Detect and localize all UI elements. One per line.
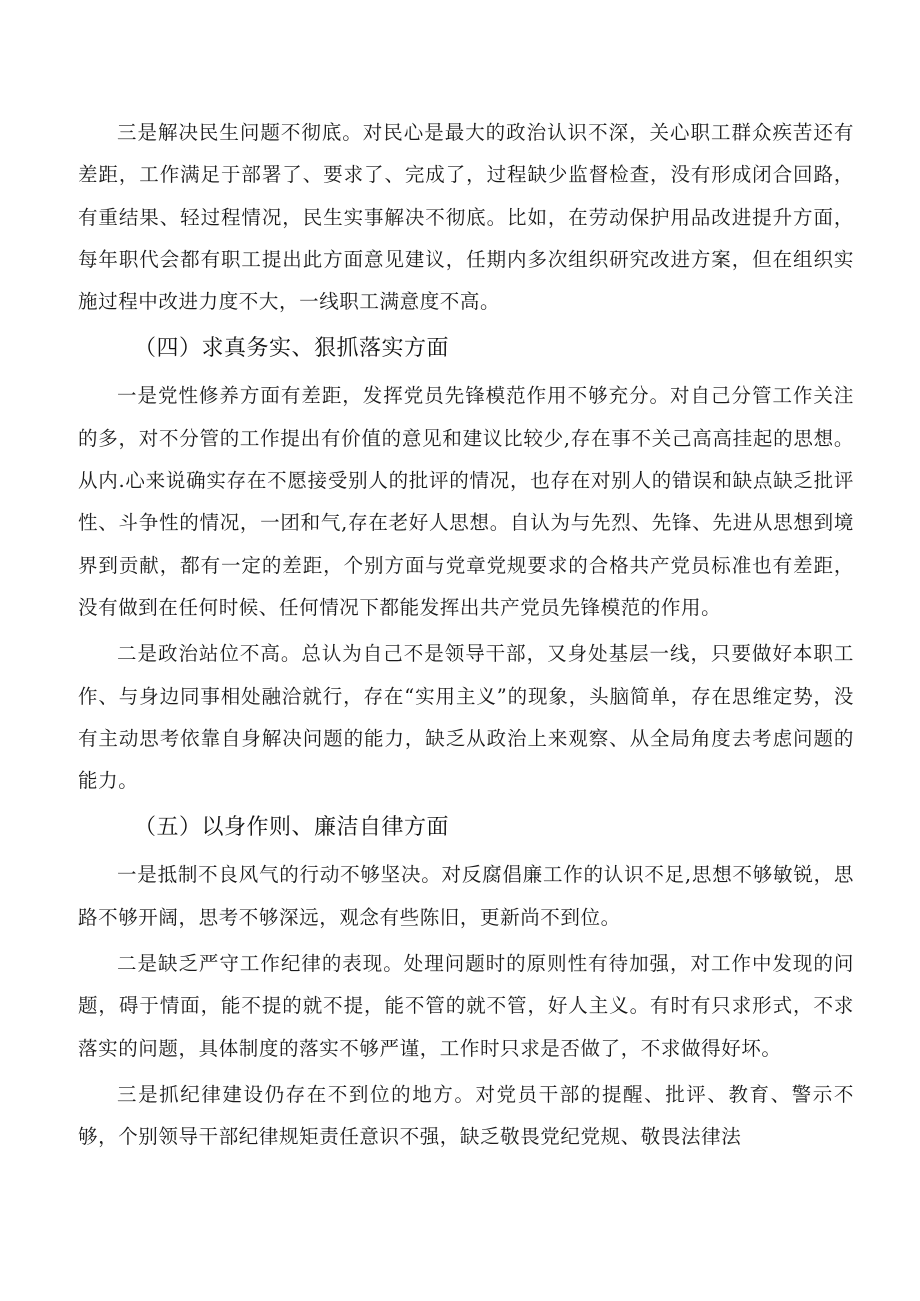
paragraph-party-cultivation: 一是党性修养方面有差距，发挥党员先锋模范作用不够充分。对自己分管工作关注的多，对不分管的工作提出有价值的意见和建议比较少,存在事不关己高高挂起的思想。从内.心来说确实存在不愿接受别人的批评的情况，也存在对别人的错误和缺点缺乏批评性、斗争性的情况，一团和气,存在老好人思想。自认为与先烈、先锋、先进从思想到境界到贡献，都有一定的差距，个别方面与党章党规要求的合格共产党员标准也有差距，没有做到在任何时候、任何情况下都能发挥出共产党员先锋模范的作用。 — [78, 384, 854, 619]
paragraph-livelihood-issues: 三是解决民生问题不彻底。对民心是最大的政治认识不深，关心职工群众疾苦还有差距，工作满足于部署了、要求了、完成了，过程缺少监督检查，没有形成闭合回路，有重结果、轻过程情况，民生实事解决不彻底。比如，在劳动保护用品改进提升方面，每年职代会都有职工提出此方面意见建议，任期内多次组织研究改进方案，但在组织实施过程中改进力度不大，一线职工满意度不高。 — [78, 121, 854, 314]
paragraph-work-discipline: 二是缺乏严守工作纪律的表现。处理问题时的原则性有待加强，对工作中发现的问题，碍于情面，能不提的就不提，能不管的就不管，好人主义。有时有只求形式，不求落实的问题，具体制度的落实不够严谨，工作时只求是否做了，不求做得好坏。 — [78, 952, 854, 1060]
paragraph-political-stance: 二是政治站位不高。总认为自己不是领导干部，又身处基层一线，只要做好本职工作、与身边同事相处融洽就行，存在“实用主义”的现象，头脑简单，存在思维定势，没有主动思考依靠自身解决问题的能力，缺乏从政治上来观察、从全局角度去考虑问题的能力。 — [78, 642, 854, 793]
section-heading-4: （四）求真务实、狠抓落实方面 — [134, 336, 450, 362]
paragraph-discipline-building: 三是抓纪律建设仍存在不到位的地方。对党员干部的提醒、批评、教育、警示不够，个别领导干部纪律规矩责任意识不强，缺乏敬畏党纪党规、敬畏法律法 — [78, 1082, 854, 1149]
paragraph-resist-bad-practices: 一是抵制不良风气的行动不够坚决。对反腐倡廉工作的认识不足,思想不够敏锐，思路不够开阔，思考不够深远，观念有些陈旧，更新尚不到位。 — [78, 863, 854, 929]
section-heading-5: （五）以身作则、廉洁自律方面 — [134, 815, 450, 841]
document-body — [78, 112, 854, 1163]
